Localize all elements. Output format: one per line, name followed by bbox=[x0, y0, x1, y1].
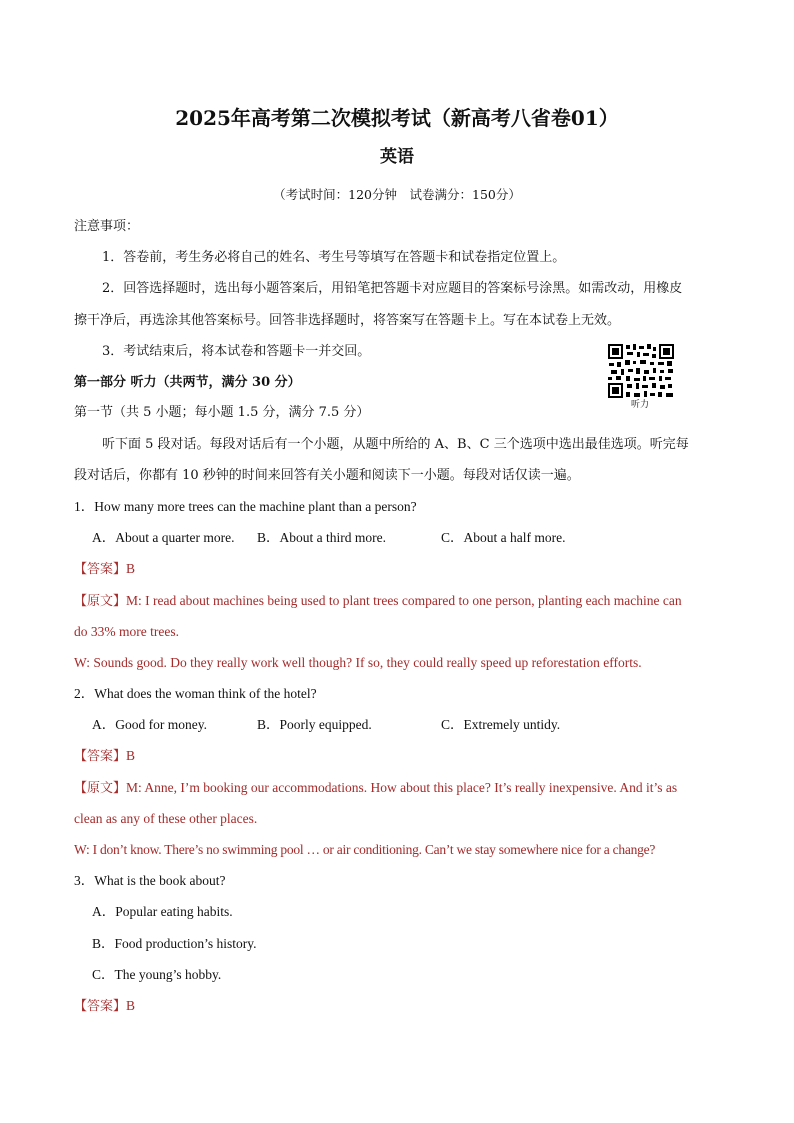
q1-transcript-line-3: W: Sounds good. Do they really work well though? If so, they could really speed up reforestation efforts. bbox=[74, 655, 642, 670]
q3-answer-value: B bbox=[126, 998, 136, 1013]
notice-item-2-line-2: 擦干净后，再选涂其他答案标号。回答非选择题时，将答案写在答题卡上。写在本试卷上无效。 bbox=[74, 313, 621, 328]
q1-option-c: C．About a half more. bbox=[441, 530, 566, 545]
qr-code-icon bbox=[607, 343, 675, 399]
notice-item-3: 3．考试结束后，将本试卷和答题卡一并交回。 bbox=[102, 344, 371, 359]
q2-transcript-line-3: W: I don’t know. There’s no swimming pool … or air conditioning. Can’t we stay somewhere nice for a change? bbox=[74, 842, 656, 857]
q1-transcript-line-2: do 33% more trees. bbox=[74, 624, 179, 639]
instructions-line-2: 段对话后，你都有 10 秒钟的时间来回答有关小题和阅读下一小题。每段对话仅读一遍。 bbox=[74, 468, 580, 483]
exam-info: （考试时间：120分钟 试卷满分：150分） bbox=[273, 187, 521, 202]
q2-transcript-text-1: M: Anne, I’m booking our accommodations. How about this place? It’s really inexpensive. And it’s as bbox=[126, 780, 678, 795]
part1-heading: 第一部分 听力（共两节，满分 30 分） bbox=[74, 375, 301, 390]
notice-item-2-line-1: 2．回答选择题时，选出每小题答案后，用铅笔把答题卡对应题目的答案标号涂黑。如需改动，用橡皮 bbox=[102, 281, 683, 296]
notice-item-1: 1．答卷前，考生务必将自己的姓名、考生号等填写在答题卡和试卷指定位置上。 bbox=[102, 250, 566, 265]
transcript-label: 【原文】 bbox=[74, 781, 127, 796]
q2-option-b: B．Poorly equipped. bbox=[257, 717, 372, 732]
section1-heading: 第一节（共 5 小题；每小题 1.5 分，满分 7.5 分） bbox=[74, 405, 370, 420]
q3-answer bbox=[74, 998, 135, 1015]
q3-option-a: A．Popular eating habits. bbox=[92, 904, 233, 919]
answer-label: 【答案】 bbox=[74, 999, 127, 1014]
subject-title: 英语 bbox=[380, 147, 414, 167]
q2-option-a: A．Good for money. bbox=[92, 717, 207, 732]
q2-transcript-line-2: clean as any of these other places. bbox=[74, 811, 258, 826]
q2-answer-value: B bbox=[126, 748, 136, 763]
qr-caption: 听力 bbox=[631, 400, 650, 410]
q3-option-b: B．Food production’s history. bbox=[92, 936, 257, 951]
q1-answer bbox=[74, 561, 135, 578]
transcript-label: 【原文】 bbox=[74, 594, 127, 609]
q2-option-c: C．Extremely untidy. bbox=[441, 717, 561, 732]
answer-label: 【答案】 bbox=[74, 749, 127, 764]
page-title: 2025年高考第二次模拟考试（新高考八省卷01） bbox=[175, 106, 619, 130]
q1-option-a: A．About a quarter more. bbox=[92, 530, 235, 545]
q2-answer bbox=[74, 748, 135, 765]
q2-transcript-line-1 bbox=[74, 780, 677, 797]
notice-heading: 注意事项： bbox=[74, 219, 140, 234]
instructions-line-1: 听下面 5 段对话。每段对话后有一个小题，从题中所给的 A、B、C 三个选项中选出最佳选项。听完每 bbox=[102, 437, 689, 452]
q1-transcript-line-1 bbox=[74, 593, 682, 610]
q1-option-b: B．About a third more. bbox=[257, 530, 386, 545]
q1-answer-value: B bbox=[126, 561, 136, 576]
q2-question: 2．What does the woman think of the hotel? bbox=[74, 686, 317, 701]
q1-transcript-text-1: M: I read about machines being used to plant trees compared to one person, planting each machine can bbox=[126, 593, 682, 608]
q3-question: 3．What is the book about? bbox=[74, 873, 226, 888]
q1-question: 1．How many more trees can the machine plant than a person? bbox=[74, 499, 417, 514]
q3-option-c: C．The young’s hobby. bbox=[92, 967, 222, 982]
answer-label: 【答案】 bbox=[74, 562, 127, 577]
